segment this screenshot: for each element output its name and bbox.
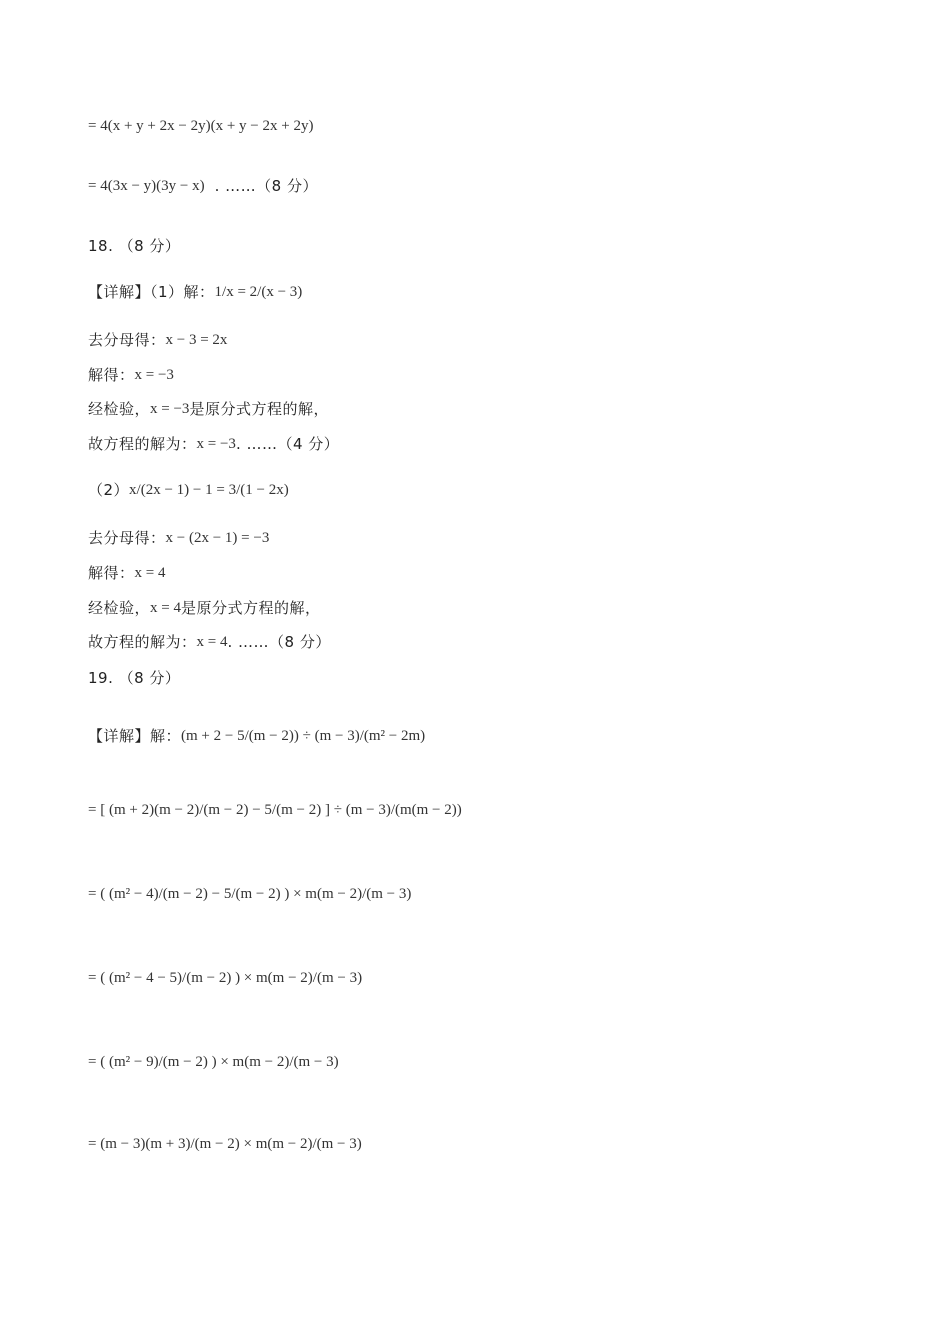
- math-expression: = 4(x + y + 2x − 2y)(x + y − 2x + 2y): [88, 117, 314, 134]
- math-expression: (m + 2 − 5/(m − 2)) ÷ (m − 3)/(m² − 2m): [181, 727, 426, 744]
- math-expression: x = −3: [134, 366, 174, 383]
- math-expression: x − 3 = 2x: [165, 331, 228, 348]
- q18-step-clear-denominator: [88, 320, 227, 360]
- math-expression: = ( (m² − 4 − 5)/(m − 2) ) × m(m − 2)/(m − 3): [88, 969, 363, 986]
- step-text: 是原分式方程的解，: [180, 598, 321, 617]
- factor-step-2: [88, 166, 318, 206]
- math-expression: = 4(3x − y)(3y − x): [88, 177, 205, 194]
- step-label: 去分母得：: [88, 528, 166, 547]
- score-note: . ……（8 分）: [214, 176, 318, 195]
- math-expression: = ( (m² − 9)/(m − 2) ) × m(m − 2)/(m − 3): [88, 1053, 339, 1070]
- step-label: 去分母得：: [88, 330, 166, 349]
- math-expression: x = 4: [134, 564, 166, 581]
- question-19-heading: [88, 658, 180, 698]
- fraction-equation: x/(2x − 1) − 1 = 3/(1 − 2x): [129, 481, 289, 498]
- q19-step-3: [88, 958, 362, 998]
- factor-step-1: [88, 106, 313, 146]
- score-note: . ……（4 分）: [235, 434, 340, 453]
- detail-label: 【详解】（1）解：: [88, 282, 215, 301]
- math-expression: x − (2x − 1) = −3: [165, 529, 270, 546]
- step-label: 故方程的解为：: [88, 632, 197, 651]
- question-number: 19. （8 分）: [88, 668, 181, 687]
- fraction-equation: 1/x = 2/(x − 3): [214, 283, 303, 300]
- q18-step-clear-denominator-2: [88, 518, 269, 558]
- step-label: 故方程的解为：: [88, 434, 197, 453]
- math-expression: x = 4: [196, 633, 228, 650]
- q19-step-2: [88, 874, 411, 914]
- math-expression: = [ (m + 2)(m − 2)/(m − 2) − 5/(m − 2) ] ÷ (m − 3)/(m(m − 2)): [88, 801, 462, 818]
- q18-step-conclusion-2: [88, 622, 331, 662]
- q18-step-check: [88, 389, 329, 429]
- math-expression: = (m − 3)(m + 3)/(m − 2) × m(m − 2)/(m − 3): [88, 1135, 362, 1152]
- question-number: 18. （8 分）: [88, 236, 181, 255]
- step-text: 是原分式方程的解，: [189, 399, 329, 418]
- math-expression: x = −3: [150, 400, 190, 417]
- q18-step-conclusion: [88, 424, 339, 464]
- step-label: 解得：: [88, 365, 135, 384]
- part-label: （2）: [88, 480, 130, 499]
- q18-part1-equation-line: [88, 272, 302, 312]
- question-18-heading: [88, 226, 180, 266]
- q18-part2-equation-line: [88, 470, 289, 510]
- math-expression: x = −3: [196, 435, 236, 452]
- step-label: 解得：: [88, 563, 135, 582]
- q18-step-solve-2: [88, 553, 165, 593]
- q19-step-5: [88, 1124, 362, 1164]
- q19-step-1: [88, 790, 462, 830]
- step-label: 经检验，: [88, 399, 151, 418]
- q19-expression-line: [88, 716, 425, 756]
- step-label: 经检验，: [88, 598, 151, 617]
- detail-label: 【详解】解：: [88, 726, 182, 745]
- math-expression: = ( (m² − 4)/(m − 2) − 5/(m − 2) ) × m(m − 2)/(m − 3): [88, 885, 412, 902]
- math-expression: x = 4: [150, 599, 181, 616]
- q19-step-4: [88, 1042, 339, 1082]
- score-note: . ……（8 分）: [227, 632, 331, 651]
